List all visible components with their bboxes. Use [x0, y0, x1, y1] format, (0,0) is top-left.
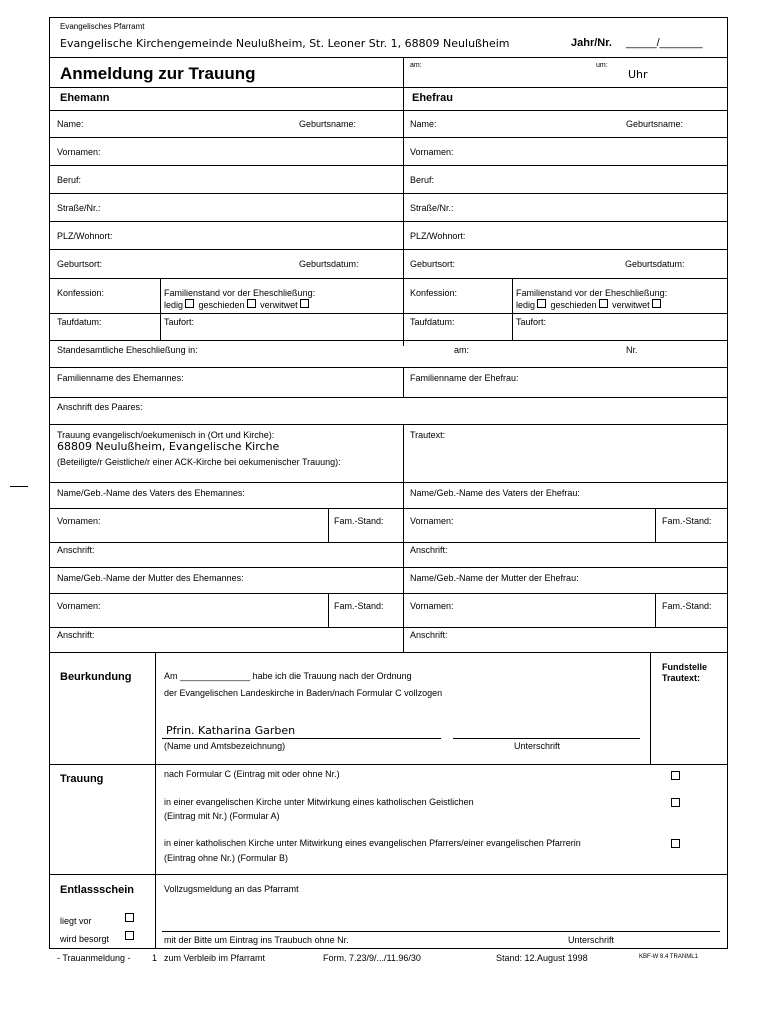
wife-single-checkbox[interactable]: [537, 299, 546, 308]
wife-job-label: Beruf:: [410, 175, 435, 185]
wife-heading: Ehefrau: [412, 92, 453, 104]
footer-copy-number: 1: [152, 953, 158, 963]
husband-mother-address-label: Anschrift:: [57, 630, 95, 640]
signature-line: [453, 738, 640, 739]
wife-birthplace-label: Geburtsort:: [410, 259, 456, 269]
husband-birthname-label: Geburtsname:: [299, 119, 357, 129]
wedding-participants-label: (Beteiligte/r Geistliche/r einer ACK-Kirche bei oekumenischer Trauung):: [57, 457, 341, 467]
wife-firstnames-label: Vornamen:: [410, 147, 454, 157]
ceremony-option-2-line-1: in einer evangelischen Kirche unter Mitwirkung eines katholischen Geistlichen: [164, 797, 474, 807]
husband-birthdate-label: Geburtsdatum:: [299, 259, 359, 269]
wife-birthname-label: Geburtsname:: [626, 119, 684, 129]
time-unit: Uhr: [628, 68, 648, 81]
time-label: um:: [596, 62, 608, 69]
source-label-1: Fundstelle: [662, 662, 708, 672]
office-name: Evangelisches Pfarramt: [60, 22, 145, 31]
husband-mother-label: Name/Geb.-Name der Mutter des Ehemannes:: [57, 573, 244, 583]
wife-status-label: Familienstand vor der Eheschließung:: [516, 288, 668, 298]
husband-father-label: Name/Geb.-Name des Vaters des Ehemannes:: [57, 488, 245, 498]
source-divider: [650, 652, 651, 764]
husband-father-firstnames-label: Vornamen:: [57, 516, 101, 526]
footer-version: Stand: 12.August 1998: [496, 953, 588, 963]
husband-father-address-label: Anschrift:: [57, 545, 95, 555]
ceremony-heading: Trauung: [60, 773, 104, 785]
fold-mark: [10, 486, 28, 487]
husband-baptism-date-label: Taufdatum:: [57, 317, 102, 327]
frame-left: [49, 17, 50, 949]
wife-mother-address-label: Anschrift:: [410, 630, 448, 640]
discharge-present-label: liegt vor: [60, 916, 92, 926]
husband-single-checkbox[interactable]: [185, 299, 194, 308]
husband-father-status-label: Fam.-Stand:: [334, 516, 384, 526]
wife-confession-label: Konfession:: [410, 288, 458, 298]
ceremony-option-3-checkbox[interactable]: [671, 839, 680, 848]
discharge-heading: Entlassschein: [60, 884, 134, 896]
husband-firstnames-label: Vornamen:: [57, 147, 101, 157]
wife-baptism-place-label: Taufort:: [516, 317, 547, 327]
lower-left-divider: [155, 652, 156, 948]
discharge-report: Vollzugsmeldung an das Pfarramt: [164, 884, 299, 894]
ceremony-option-1: nach Formular C (Eintrag mit oder ohne Nr.): [164, 769, 340, 779]
wife-divorced-label: geschieden: [550, 300, 597, 310]
wife-mother-firstnames-label: Vornamen:: [410, 601, 454, 611]
husband-widowed-checkbox[interactable]: [300, 299, 309, 308]
wife-birthdate-label: Geburtsdatum:: [625, 259, 685, 269]
husband-street-label: Straße/Nr.:: [57, 203, 101, 213]
discharge-signature-line: [162, 931, 720, 932]
husband-status-options: [164, 299, 311, 310]
year-no-label: Jahr/Nr.: [571, 37, 612, 49]
couple-address-label: Anschrift des Paares:: [57, 402, 143, 412]
husband-widowed-label: verwitwet: [260, 300, 298, 310]
wedding-place-value: 68809 Neulußheim, Evangelische Kirche: [57, 440, 280, 453]
wife-single-label: ledig: [516, 300, 536, 310]
footer-keep: zum Verbleib im Pfarramt: [164, 953, 266, 963]
civil-date-label: am:: [454, 345, 470, 355]
husband-single-label: ledig: [164, 300, 184, 310]
husband-mother-firstnames-label: Vornamen:: [57, 601, 101, 611]
year-no-field[interactable]: _____/_______: [626, 37, 703, 49]
husband-zip-label: PLZ/Wohnort:: [57, 231, 113, 241]
center-divider: [403, 57, 404, 346]
husband-family-name-label: Familienname des Ehemannes:: [57, 373, 184, 383]
wife-family-name-label: Familienname der Ehefrau:: [410, 373, 519, 383]
ceremony-option-2-line-2: (Eintrag mit Nr.) (Formular A): [164, 811, 280, 821]
signature-caption: Unterschrift: [514, 741, 561, 751]
name-line: [162, 738, 441, 739]
frame-bottom: [49, 948, 727, 949]
wedding-text-label: Trautext:: [410, 430, 446, 440]
footer-form-number: Form. 7.23/9/.../11.96/30: [323, 953, 421, 963]
frame-right: [727, 17, 728, 949]
husband-confession-label: Konfession:: [57, 288, 105, 298]
discharge-request: mit der Bitte um Eintrag ins Traubuch ohne Nr.: [164, 935, 349, 945]
wife-father-firstnames-label: Vornamen:: [410, 516, 454, 526]
husband-job-label: Beruf:: [57, 175, 82, 185]
wife-street-label: Straße/Nr.:: [410, 203, 454, 213]
husband-divorced-checkbox[interactable]: [247, 299, 256, 308]
husband-heading: Ehemann: [60, 92, 110, 104]
wife-father-status-label: Fam.-Stand:: [662, 516, 712, 526]
husband-status-label: Familienstand vor der Eheschließung:: [164, 288, 316, 298]
page-title: Anmeldung zur Trauung: [60, 64, 256, 83]
ceremony-option-3-line-2: (Eintrag ohne Nr.) (Formular B): [164, 853, 289, 863]
footer-form-name: - Trauanmeldung -: [57, 953, 131, 963]
wife-father-label: Name/Geb.-Name des Vaters der Ehefrau:: [410, 488, 580, 498]
discharge-ordered-checkbox[interactable]: [125, 931, 134, 940]
husband-divorced-label: geschieden: [198, 300, 245, 310]
name-caption: (Name und Amtsbezeichnung): [164, 741, 286, 751]
certification-line-1: Am ______________ habe ich die Trauung nach der Ordnung: [164, 671, 412, 681]
wife-divorced-checkbox[interactable]: [599, 299, 608, 308]
wife-baptism-date-label: Taufdatum:: [410, 317, 455, 327]
ceremony-option-1-checkbox[interactable]: [671, 771, 680, 780]
wife-zip-label: PLZ/Wohnort:: [410, 231, 466, 241]
wife-father-address-label: Anschrift:: [410, 545, 448, 555]
date-label: am:: [410, 62, 422, 69]
wedding-place-label: Trauung evangelisch/oekumenisch in (Ort und Kirche):: [57, 430, 275, 440]
husband-baptism-place-label: Taufort:: [164, 317, 195, 327]
discharge-ordered-label: wird besorgt: [60, 934, 110, 944]
ceremony-option-3-line-1: in einer katholischen Kirche unter Mitwirkung eines evangelischen Pfarrers/einer evangelischen Pfarrerin: [164, 838, 581, 848]
parish-address: Evangelische Kirchengemeinde Neulußheim, St. Leoner Str. 1, 68809 Neulußheim: [60, 37, 510, 50]
husband-name-label: Name:: [57, 119, 84, 129]
footer-code: KBF-W 8.4 TRANML1: [639, 954, 698, 960]
husband-mother-status-label: Fam.-Stand:: [334, 601, 384, 611]
discharge-signature-caption: Unterschrift: [568, 935, 615, 945]
wife-mother-status-label: Fam.-Stand:: [662, 601, 712, 611]
certification-line-2: der Evangelischen Landeskirche in Baden/nach Formular C vollzogen: [164, 688, 443, 698]
wife-name-label: Name:: [410, 119, 437, 129]
husband-birthplace-label: Geburtsort:: [57, 259, 103, 269]
wife-widowed-checkbox[interactable]: [652, 299, 661, 308]
frame-top: [49, 17, 727, 18]
wife-status-options: [516, 299, 663, 310]
discharge-present-checkbox[interactable]: [125, 913, 134, 922]
wife-widowed-label: verwitwet: [612, 300, 650, 310]
civil-number-label: Nr.: [626, 345, 638, 355]
source-label-2: Trautext:: [662, 673, 701, 683]
signer-name: Pfrin. Katharina Garben: [166, 724, 296, 737]
ceremony-option-2-checkbox[interactable]: [671, 798, 680, 807]
certification-heading: Beurkundung: [60, 671, 132, 683]
civil-marriage-label: Standesamtliche Eheschließung in:: [57, 345, 198, 355]
wife-mother-label: Name/Geb.-Name der Mutter der Ehefrau:: [410, 573, 579, 583]
